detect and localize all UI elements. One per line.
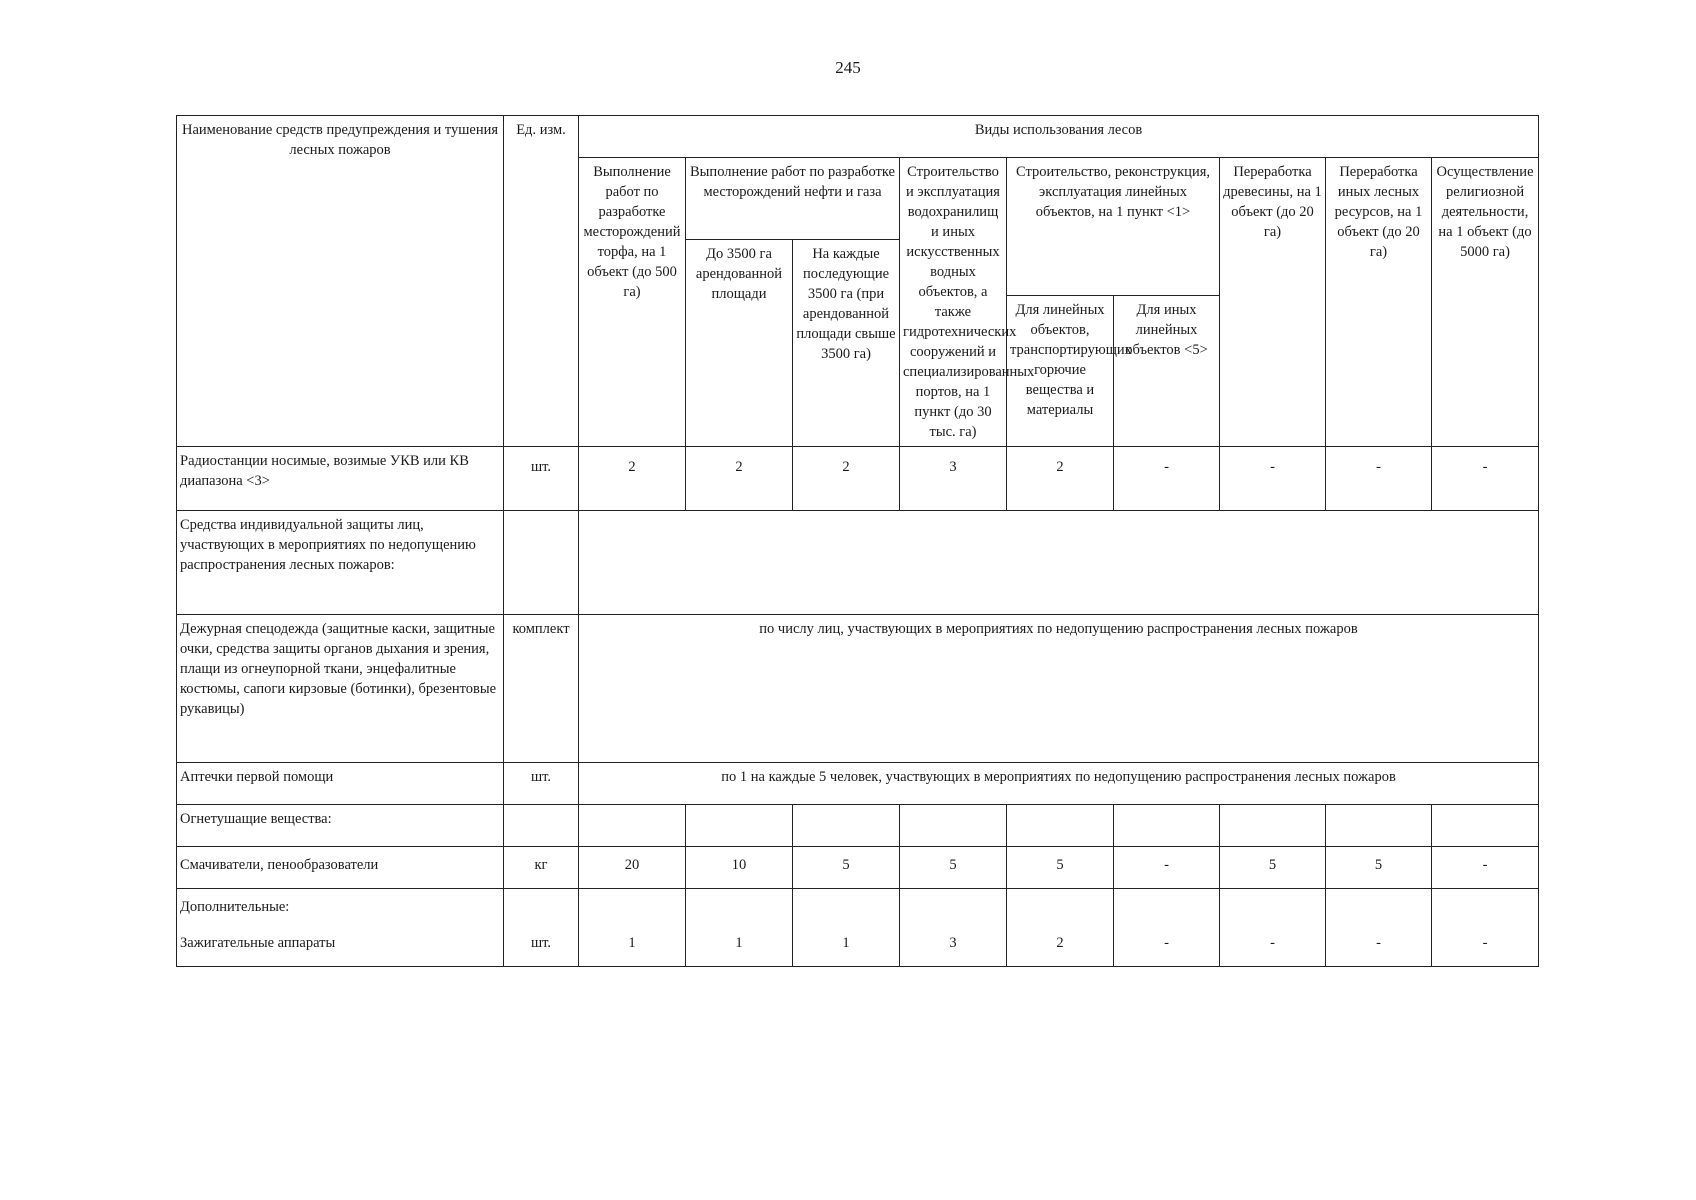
cell-value: - <box>1220 929 1326 967</box>
table-row <box>177 763 1539 805</box>
cell-value: 5 <box>1220 847 1326 889</box>
header-name: Наименование средств предупреждения и тушения лесных пожаров <box>177 116 504 447</box>
header-col-other: Переработка иных лесных ресурсов, на 1 объект (до 20 га) <box>1326 158 1432 447</box>
empty-cell <box>900 805 1007 847</box>
cell-value: 2 <box>579 447 686 511</box>
cell-value: 2 <box>1007 447 1114 511</box>
empty-cell <box>504 889 579 929</box>
cell-value: - <box>1326 447 1432 511</box>
cell-value: - <box>1326 929 1432 967</box>
row-name: Смачиватели, пенообразователи <box>177 847 504 889</box>
header-col-linear-b: Для иных линейных объектов <5> <box>1114 295 1220 447</box>
row-name: Дополнительные: <box>177 889 504 929</box>
cell-value: - <box>1114 929 1220 967</box>
row-unit: шт. <box>504 447 579 511</box>
empty-cell <box>1326 805 1432 847</box>
cell-value: 1 <box>579 929 686 967</box>
empty-cell <box>504 805 579 847</box>
cell-value: - <box>1432 847 1539 889</box>
empty-cell <box>504 511 579 615</box>
empty-cell <box>579 511 1539 615</box>
row-note: по 1 на каждые 5 человек, участвующих в мероприятиях по недопущению распространения лесных пожаров <box>579 763 1539 805</box>
table-row <box>177 615 1539 763</box>
table-row <box>177 447 1539 511</box>
empty-cell <box>1432 805 1539 847</box>
empty-cell <box>1007 889 1114 929</box>
table-row <box>177 847 1539 889</box>
cell-value: - <box>1114 847 1220 889</box>
cell-value: 2 <box>793 447 900 511</box>
cell-value: 1 <box>686 929 793 967</box>
cell-value: 2 <box>1007 929 1114 967</box>
fire-equipment-table <box>176 115 1539 967</box>
row-name: Дежурная спецодежда (защитные каски, защитные очки, средства защиты органов дыхания и зрения, плащи из огнеупорной ткани, энцефалитные костюмы, сапоги кирзовые (ботинки), брезентовые рукавицы) <box>177 615 504 763</box>
header-col-water: Строительство и эксплуатация водохранилищ и иных искусственных водных объектов, а также гидротехнических сооружений и специализированных портов, на 1 пункт (до 30 тыс. га) <box>900 158 1007 447</box>
header-col-linear-a: Для линейных объектов, транспортирующих горючие вещества и материалы <box>1007 295 1114 447</box>
table-row <box>177 889 1539 929</box>
cell-value: - <box>1114 447 1220 511</box>
cell-value: 20 <box>579 847 686 889</box>
empty-cell <box>1220 805 1326 847</box>
cell-value: 2 <box>686 447 793 511</box>
page-number: 245 <box>835 58 861 77</box>
header-col-wood: Переработка древесины, на 1 объект (до 20 га) <box>1220 158 1326 447</box>
cell-value: - <box>1432 929 1539 967</box>
empty-cell <box>579 889 686 929</box>
row-name: Средства индивидуальной защиты лиц, участвующих в мероприятиях по недопущению распространения лесных пожаров: <box>177 511 504 615</box>
cell-value: 10 <box>686 847 793 889</box>
cell-value: - <box>1432 447 1539 511</box>
empty-cell <box>1326 889 1432 929</box>
cell-value: 3 <box>900 447 1007 511</box>
empty-cell <box>793 805 900 847</box>
row-unit: кг <box>504 847 579 889</box>
empty-cell <box>686 805 793 847</box>
header-group: Виды использования лесов <box>579 116 1539 158</box>
empty-cell <box>1007 805 1114 847</box>
empty-cell <box>1114 805 1220 847</box>
cell-value: 5 <box>793 847 900 889</box>
header-col-linear: Строительство, реконструкция, эксплуатация линейных объектов, на 1 пункт <1> <box>1007 158 1220 296</box>
table-row <box>177 929 1539 967</box>
header-col-oilgas: Выполнение работ по разработке месторождений нефти и газа <box>686 158 900 240</box>
row-unit: комплект <box>504 615 579 763</box>
row-name: Зажигательные аппараты <box>177 929 504 967</box>
row-name: Огнетушащие вещества: <box>177 805 504 847</box>
row-unit: шт. <box>504 929 579 967</box>
table-row <box>177 805 1539 847</box>
empty-cell <box>686 889 793 929</box>
cell-value: 1 <box>793 929 900 967</box>
row-name: Радиостанции носимые, возимые УКВ или КВ диапазона <3> <box>177 447 504 511</box>
empty-cell <box>900 889 1007 929</box>
header-col-oilgas-b: На каждые последующие 3500 га (при арендованной площади свыше 3500 га) <box>793 240 900 447</box>
cell-value: 5 <box>1007 847 1114 889</box>
row-note: по числу лиц, участвующих в мероприятиях по недопущению распространения лесных пожаров <box>579 615 1539 763</box>
cell-value: - <box>1220 447 1326 511</box>
empty-cell <box>1114 889 1220 929</box>
header-unit: Ед. изм. <box>504 116 579 447</box>
cell-value: 5 <box>1326 847 1432 889</box>
header-col-peat: Выполнение работ по разработке месторождений торфа, на 1 объект (до 500 га) <box>579 158 686 447</box>
cell-value: 3 <box>900 929 1007 967</box>
empty-cell <box>1220 889 1326 929</box>
header-col-oilgas-a: До 3500 га арендованной площади <box>686 240 793 447</box>
row-unit: шт. <box>504 763 579 805</box>
header-col-relig: Осуществление религиозной деятельности, на 1 объект (до 5000 га) <box>1432 158 1539 447</box>
cell-value: 5 <box>900 847 1007 889</box>
table-row <box>177 511 1539 615</box>
empty-cell <box>793 889 900 929</box>
empty-cell <box>1432 889 1539 929</box>
empty-cell <box>579 805 686 847</box>
row-name: Аптечки первой помощи <box>177 763 504 805</box>
